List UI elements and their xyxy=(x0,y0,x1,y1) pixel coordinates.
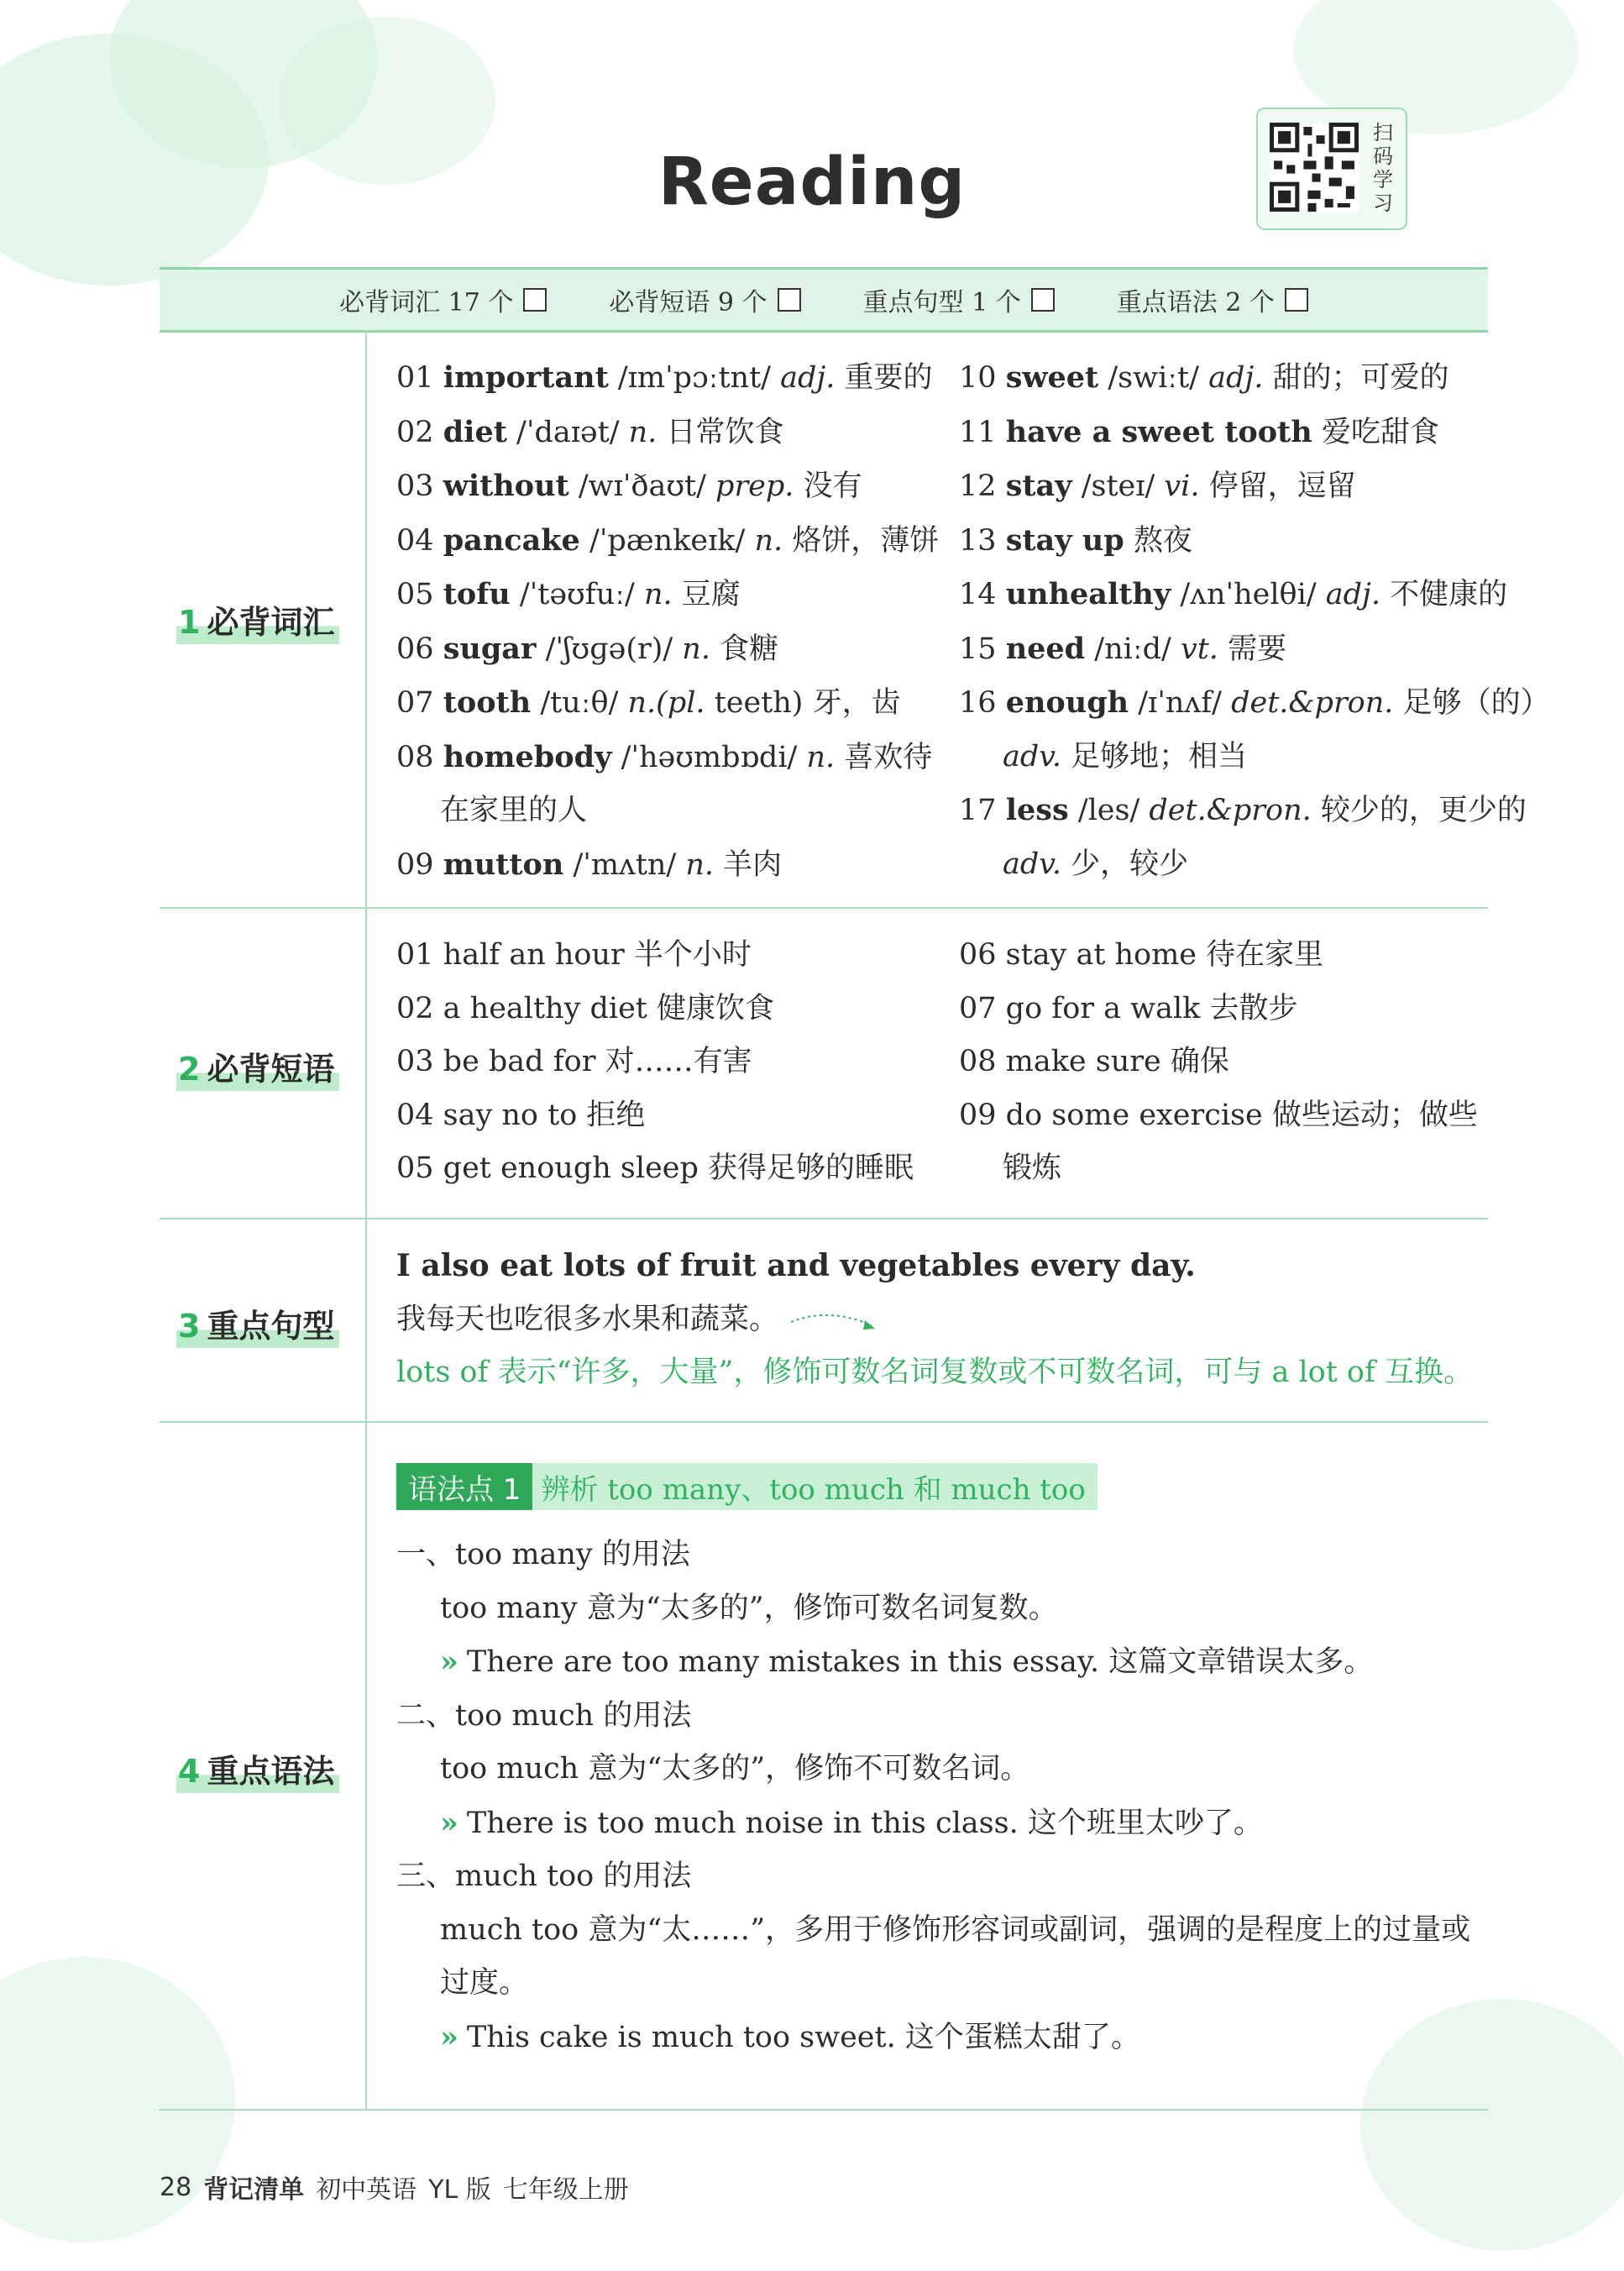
grade: 七年级上册 xyxy=(502,2175,629,2205)
checkbox-icon[interactable] xyxy=(523,288,547,312)
divider-row-2 xyxy=(160,1218,1488,1219)
stat-phrases: 必背短语 9 个 xyxy=(609,281,800,318)
vocab-item-continued: adv. 少，较少 xyxy=(1003,847,1189,881)
vocab-item: 17 less /les/ det.&pron. 较少的，更少的 xyxy=(959,793,1527,827)
checkbox-icon[interactable] xyxy=(778,288,801,312)
sentence-english: I also eat lots of fruit and vegetables every day. xyxy=(396,1248,1196,1283)
phrase-item: 07 go for a walk 去散步 xyxy=(959,991,1298,1025)
vocab-item: 06 sugar /ˈʃʊɡə(r)/ n. 食糖 xyxy=(396,631,779,666)
divider-vertical xyxy=(365,330,367,2109)
sentence-chinese: 我每天也吃很多水果和蔬菜。 xyxy=(396,1293,1473,1347)
dotted-arrow-icon xyxy=(788,1303,880,1337)
vocab-item: 03 without /wɪˈðaʊt/ prep. 没有 xyxy=(396,469,862,503)
grammar-example: » There are too many mistakes in this essay. 这篇文章错误太多。 xyxy=(440,1644,1374,1679)
grammar-body xyxy=(396,1529,1470,2064)
vocab-item: 07 tooth /tuːθ/ n.(pl. teeth) 牙，齿 xyxy=(396,685,901,720)
checkbox-icon[interactable] xyxy=(1285,288,1308,312)
vocab-item: 01 important /ɪmˈpɔːtnt/ adj. 重要的 xyxy=(396,360,933,395)
vocab-item: 09 mutton /ˈmʌtn/ n. 羊肉 xyxy=(396,847,783,882)
divider-row-1 xyxy=(160,907,1488,909)
vocab-item: 12 stay /steɪ/ vi. 停留，逗留 xyxy=(959,469,1356,503)
grammar-paragraph: too much 意为“太多的”，修饰不可数名词。 xyxy=(440,1752,1030,1786)
phrase-item: 08 make sure 确保 xyxy=(959,1045,1229,1078)
vocab-item: 05 tofu /ˈtəʊfuː/ n. 豆腐 xyxy=(396,577,741,611)
vocab-list-right xyxy=(959,351,1550,891)
vocab-item: 04 pancake /ˈpænkeɪk/ n. 烙饼，薄饼 xyxy=(396,522,940,558)
checkbox-icon[interactable] xyxy=(1031,288,1055,312)
edition: YL 版 xyxy=(428,2175,491,2205)
phrase-item: 09 do some exercise 做些运动；做些 xyxy=(959,1098,1478,1132)
page-number: 28 xyxy=(160,2172,192,2202)
grammar-heading: 二、too much 的用法 xyxy=(396,1698,692,1733)
vocab-item: 10 sweet /swiːt/ adj. 甜的；可爱的 xyxy=(959,360,1449,395)
qr-code-icon[interactable] xyxy=(1270,123,1359,212)
phrase-item: 02 a healthy diet 健康饮食 xyxy=(396,991,774,1025)
phrase-list-right xyxy=(959,929,1478,1196)
phrase-item: 04 say no to 拒绝 xyxy=(396,1098,646,1132)
grammar-paragraph: much too 意为“太……”，多用于修饰形容词或副词，强调的是程度上的过量或 xyxy=(440,1912,1471,1947)
qr-code-box[interactable] xyxy=(1256,108,1407,230)
grammar-paragraph: too many 意为“太多的”，修饰可数名词复数。 xyxy=(440,1591,1058,1625)
double-arrow-icon: » xyxy=(440,1805,458,1840)
vocab-item: 13 stay up 熬夜 xyxy=(959,522,1192,558)
grammar-tag-number: 语法点 1 xyxy=(396,1463,532,1510)
stat-grammar: 重点语法 2 个 xyxy=(1117,281,1308,318)
subject: 初中英语 xyxy=(316,2175,417,2205)
vocab-item-continued: adv. 足够地；相当 xyxy=(1003,739,1248,774)
phrase-item: 03 be bad for 对……有害 xyxy=(396,1045,752,1078)
section-label-phrases: 2 必背短语 xyxy=(176,1043,339,1091)
stat-vocab: 必背词汇 17 个 xyxy=(339,281,547,318)
double-arrow-icon: » xyxy=(440,1644,458,1679)
phrase-item: 06 stay at home 待在家里 xyxy=(959,938,1324,972)
page-footer xyxy=(160,2169,629,2205)
phrase-item: 05 get enough sleep 获得足够的睡眠 xyxy=(396,1151,914,1185)
key-sentence xyxy=(396,1240,1473,1400)
phrase-list-left xyxy=(396,929,914,1196)
vocab-item-continued: 在家里的人 xyxy=(440,794,588,827)
stat-sentence: 重点句型 1 个 xyxy=(863,281,1055,318)
double-arrow-icon: » xyxy=(440,2019,458,2054)
grammar-tag xyxy=(396,1463,1098,1510)
phrase-item-continued: 锻炼 xyxy=(1003,1151,1062,1185)
divider-row-3 xyxy=(160,1421,1488,1423)
grammar-example: » There is too much noise in this class. 这个班里太吵了。 xyxy=(440,1805,1263,1840)
section-label-grammar: 4 重点语法 xyxy=(176,1745,339,1793)
sentence-note: lots of 表示“许多，大量”，修饰可数名词复数或不可数名词，可与 a lot of 互换。 xyxy=(396,1356,1474,1389)
vocab-item: 11 have a sweet tooth 爱吃甜食 xyxy=(959,414,1439,449)
section-label-sentence: 3 重点句型 xyxy=(176,1300,339,1348)
stats-bar xyxy=(160,267,1488,333)
vocab-item: 16 enough /ɪˈnʌf/ det.&pron. 足够（的） xyxy=(959,685,1550,720)
vocab-item: 08 homebody /ˈhəʊmbɒdi/ n. 喜欢待 xyxy=(396,739,933,774)
grammar-paragraph-cont: 过度。 xyxy=(440,1966,529,2000)
grammar-example: » This cake is much too sweet. 这个蛋糕太甜了。 xyxy=(440,2019,1140,2054)
book-name: 背记清单 xyxy=(203,2175,305,2205)
grammar-heading: 三、much too 的用法 xyxy=(396,1859,692,1893)
section-label-vocab: 1 必背词汇 xyxy=(176,596,339,644)
qr-caption: 扫码学习 xyxy=(1373,121,1393,215)
vocab-item: 15 need /niːd/ vt. 需要 xyxy=(959,631,1287,666)
vocab-item: 02 diet /ˈdaɪət/ n. 日常饮食 xyxy=(396,414,784,449)
page-title: Reading xyxy=(657,144,967,220)
vocab-item: 14 unhealthy /ʌnˈhelθi/ adj. 不健康的 xyxy=(959,577,1508,611)
phrase-item: 01 half an hour 半个小时 xyxy=(396,938,752,972)
grammar-tag-title: 辨析 too many、too much 和 much too xyxy=(532,1463,1097,1510)
vocab-list-left xyxy=(396,351,939,892)
grammar-heading: 一、too many 的用法 xyxy=(396,1538,690,1571)
divider-row-4 xyxy=(160,2109,1488,2111)
